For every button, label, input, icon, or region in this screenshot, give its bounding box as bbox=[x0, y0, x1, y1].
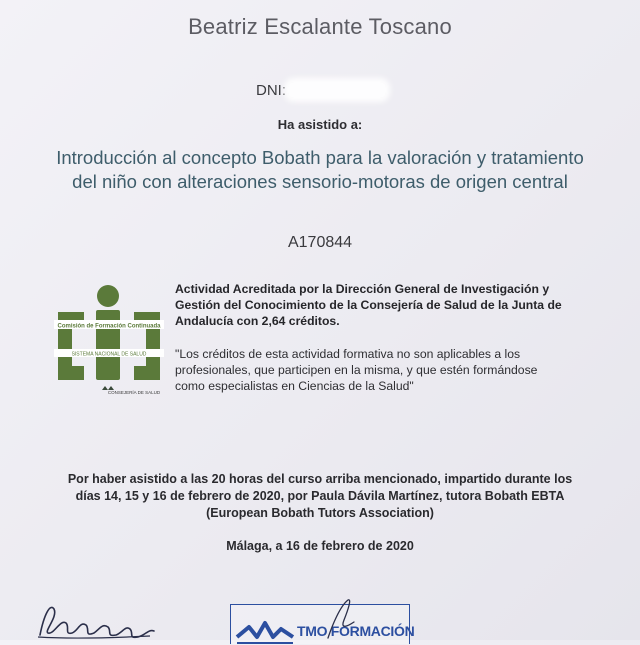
attended-label: Ha asistido a: bbox=[277, 117, 363, 132]
cfc-accreditation-logo bbox=[50, 282, 168, 400]
svg-text:Comisión de Formación Continua: Comisión de Formación Continuada bbox=[57, 323, 161, 330]
accreditation-line-3: Andalucía con 2,64 créditos. bbox=[175, 314, 340, 328]
course-title bbox=[20, 146, 620, 194]
credits-note-line-2: profesionales, que participen en la misma, y que estén formándose bbox=[175, 363, 538, 377]
organizer-signature bbox=[318, 596, 368, 640]
attendance-statement bbox=[20, 471, 620, 522]
place-and-date: Málaga, a 16 de febrero de 2020 bbox=[226, 539, 414, 553]
recipient-name: Beatriz Escalante Toscano bbox=[188, 14, 452, 39]
course-title-line-1: Introducción al concepto Bobath para la valoración y tratamiento bbox=[56, 147, 584, 168]
tutor-signature bbox=[30, 595, 170, 640]
credits-note-line-3: como especialistas en Ciencias de la Salud" bbox=[175, 379, 414, 393]
accreditation-text bbox=[175, 281, 605, 329]
dni-field bbox=[256, 82, 386, 99]
organizer-logo-text: TMO FORMACIÓN bbox=[297, 623, 415, 639]
attendance-line-1: Por haber asistido a las 20 horas del curso arriba mencionado, impartido durante los bbox=[67, 472, 573, 486]
accreditation-line-1: Actividad Acreditada por la Dirección General de Investigación y bbox=[175, 282, 550, 296]
attendance-line-2: días 14, 15 y 16 de febrero de 2020, por Paula Dávila Martínez, tutora Bobath EBTA bbox=[75, 489, 565, 503]
accreditation-line-2: Gestión del Conocimiento de la Consejería de Salud de la Junta de bbox=[175, 298, 562, 312]
tmo-mark-icon bbox=[235, 615, 295, 645]
credits-note-line-1: "Los créditos de esta actividad formativa no son aplicables a los bbox=[175, 347, 521, 361]
svg-text:CONSEJERÍA DE SALUD: CONSEJERÍA DE SALUD bbox=[107, 390, 161, 395]
credits-note bbox=[175, 346, 605, 394]
attendance-line-3: (European Bobath Tutors Association) bbox=[206, 506, 434, 520]
course-code: A170844 bbox=[287, 234, 353, 251]
course-title-line-2: del niño con alteraciones sensorio-motoras de origen central bbox=[72, 171, 568, 192]
dni-redaction bbox=[288, 82, 386, 98]
svg-text:SISTEMA NACIONAL DE SALUD: SISTEMA NACIONAL DE SALUD bbox=[71, 351, 147, 358]
dni-label: DNI: bbox=[256, 82, 286, 99]
